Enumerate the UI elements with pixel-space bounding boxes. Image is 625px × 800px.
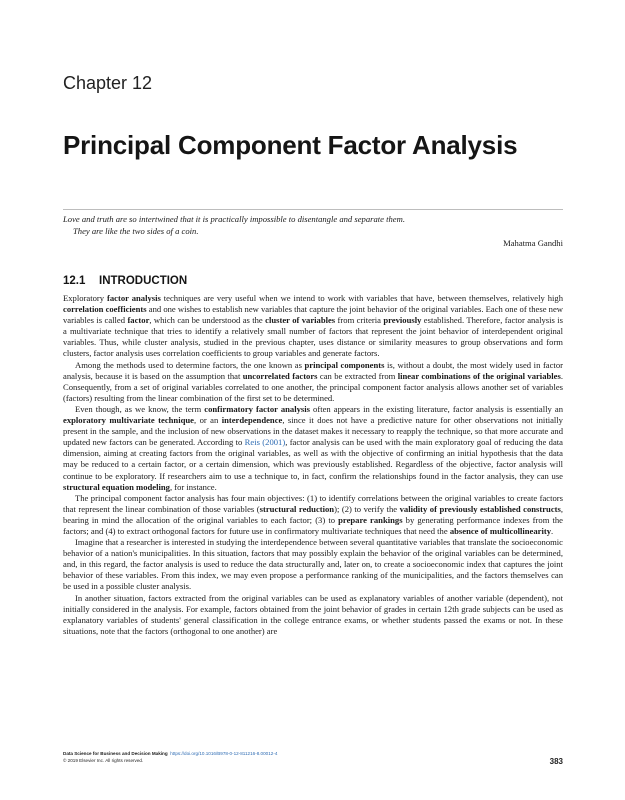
text-run: from criteria [335, 315, 384, 326]
text-run: . [551, 525, 554, 536]
bold-term: linear combinations of the original variables [397, 370, 561, 381]
text-run: and one wishes to establish new variables that capture the joint behavior of the original variables. Each one of these new variables is called [63, 304, 563, 326]
paragraph-3 [63, 404, 563, 493]
bold-term: prepare rankings [338, 514, 403, 525]
copyright: © 2019 Elsevier Inc. All rights reserved. [63, 758, 144, 763]
paragraph-5: Imagine that a researcher is interested in studying the interdependence between several quantitative variables that translate the socioeconomic behavior of a nation's municipalities. In this situation, factors that may possibly explain the behavior of the original variables can be determined, and, in this regard, the factor analysis is used to reduce the data structurally and, later on, to create a socioeconomic index that captures the joint behavior of these variables. From this index, we may even propose a performance ranking of the municipalities, and the factors themselves can be used in a possible cluster analysis. [63, 537, 563, 592]
bold-term: confirmatory factor analysis [204, 403, 310, 414]
epigraph-line-1: Love and truth are so intertwined that it is practically impossible to disentangle and separate them. [63, 214, 405, 224]
text-run: , bearing in mind the allocation of the original variables to each factor; (3) to [63, 503, 563, 525]
chapter-label: Chapter 12 [63, 73, 153, 93]
text-run: techniques are very useful when we intend to work with variables that have, between themselves, relatively high [160, 293, 563, 303]
bold-term: cluster of variables [265, 315, 336, 326]
text-run: can be extracted from [317, 370, 398, 381]
footer-line-1 [63, 750, 563, 757]
epigraph-divider [63, 209, 563, 210]
book-title: Data Science for Business and Decision Making [63, 751, 168, 756]
epigraph-line-2: They are like the two sides of a coin. [73, 225, 199, 236]
page-number: 383 [549, 757, 563, 766]
text-run: , factor analysis can be used with the main exploratory goal of reducing the data dimension, aiming at creating factors from the original variables, as well as with the objective of confirming an initial hypothesis that the data may be reduced to a certain factor, or a certain dimension, which was previously established. Regardless of the objective, factor analysis will continue to be exploratory. If researchers aim to use a technique to, in fact, confirm the relationships found in the factor analysis, they can use [63, 437, 563, 481]
text-run: established. Therefore, factor analysis is a multivariate technique that tries to identify a relatively small number of factors that represent the joint behavior of interdependent original variables. Thus, while cluster analysis, studied in the previous chapter, uses distance or similarity measures to group observations and form clusters, factor analysis uses correlation coefficients to group variables and generate factors. [63, 315, 563, 359]
text-run: often appears in the existing literature, factor analysis is essentially an [309, 403, 563, 414]
text-run: , since it does not have a predictive nature for other observations not initially present in the sample, and the inclusion of new observations in the dataset makes it necessary to reapply the technique, so that more accurate and updated new factors can be generated. According to [63, 415, 563, 448]
text-run: Even though, as we know, the term [75, 403, 205, 414]
epigraph [63, 214, 563, 250]
epigraph-author: Mahatma Gandhi [503, 238, 563, 248]
section-heading [63, 275, 187, 287]
bold-term: previously [383, 315, 422, 326]
doi-link[interactable]: https://doi.org/10.1016/B978-0-12-811216-8.00012-4 [170, 751, 278, 756]
bold-term: factor [127, 315, 150, 326]
bold-term: interdependence [221, 415, 283, 426]
text-run: Exploratory [63, 293, 107, 303]
paragraph-1 [63, 293, 563, 360]
text-run: . Consequently, from a set of original variables correlated to one another, the principal component factor analysis allows another set of variables (factors) resulting from the linear combination of the first set to be determined. [63, 370, 563, 403]
citation-link[interactable]: Reis (2001) [244, 437, 286, 448]
bold-term: structural reduction [259, 503, 335, 514]
text-run: ); (2) to verify the [334, 503, 400, 514]
text-run: , which can be understood as the [149, 315, 266, 326]
text-run: Among the methods used to determine factors, the one known as [75, 359, 305, 370]
bold-term: exploratory multivariate technique [63, 415, 194, 426]
text-run: by generating performance indexes from the factors; and (4) to extract orthogonal factors for future use in confirmatory multivariate techniques that need the [63, 514, 563, 536]
body-text [63, 293, 563, 637]
text-run: is, without a doubt, the most widely used in factor analysis, because it is based on the assumption that [63, 359, 563, 381]
paragraph-4 [63, 493, 563, 537]
bold-term: validity of previously established constructs [399, 503, 561, 514]
bold-term: principal components [304, 359, 385, 370]
bold-term: factor analysis [106, 293, 161, 303]
chapter-title: Principal Component Factor Analysis [63, 130, 518, 160]
text-run: , for instance. [169, 481, 217, 492]
paragraph-6: In another situation, factors extracted from the original variables can be used as explanatory variables of another variable (dependent), not initially considered in the analysis. For example, factors obtained from the joint behavior of grades in certain 12th grade subjects can be used as explanatory variables of students' general classification in the college entrance exams, or whether students passed the exams or not. In these situations, note that the factors (orthogonal to one another) are [63, 592, 563, 636]
section-title: INTRODUCTION [99, 275, 188, 287]
bold-term: absence of multicollinearity [449, 525, 552, 536]
text-run: The principal component factor analysis has four main objectives: (1) to identify correlations between the original variables to create factors that represent the linear combination of those variables ( [63, 492, 563, 514]
bold-term: structural equation modeling [63, 481, 170, 492]
page-footer [63, 750, 563, 764]
bold-term: correlation coefficients [63, 304, 147, 315]
text-run: , or an [193, 415, 222, 426]
section-number: 12.1 [63, 275, 86, 287]
bold-term: uncorrelated factors [242, 370, 318, 381]
paragraph-2 [63, 360, 563, 404]
